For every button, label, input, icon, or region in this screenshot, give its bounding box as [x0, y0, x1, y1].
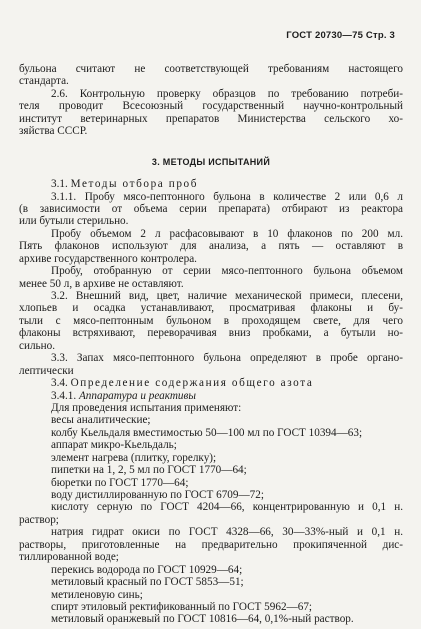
text-line: растворы, приготовленные на предварительно прокипяченной дис- — [19, 538, 403, 551]
text-line: зяйства СССР. — [19, 125, 88, 138]
text-line: метиловый красный по ГОСТ 5853—51; — [51, 576, 244, 589]
text-line: бюретки по ГОСТ 1770—64; — [51, 476, 189, 489]
paragraph — [19, 88, 403, 138]
text-line: кислоту серную по ГОСТ 4204—66, концентрированную и 0,1 н. — [51, 501, 403, 514]
text-line: 3.1.1. Пробу мясо-пептонного бульона в количестве 2 или 0,6 л — [51, 190, 403, 203]
text-line: теля проводит Всесоюзный государственный научно-контрольный — [19, 100, 403, 113]
text-line: тыли с мясо-пептонным бульоном в проходящем свете, для чего — [19, 314, 403, 327]
text-line: бульона считают не соответствующей требованиям настоящего — [19, 63, 403, 75]
text-line: спирт этиловый ректификованный по ГОСТ 5962—67; — [51, 600, 313, 613]
text-line: раствор; — [19, 513, 59, 526]
text-line: весы аналитические; — [51, 414, 151, 427]
section-title: 3. МЕТОДЫ ИСПЫТАНИЙ — [151, 156, 271, 167]
section-gap-bottom — [19, 168, 403, 178]
text-line: элемент нагрева (плитку, горелку); — [51, 451, 217, 464]
text-line: архиве государственного контролера. — [19, 252, 197, 265]
text-line: менее 50 л, в архиве не оставляют. — [19, 277, 184, 290]
section-gap-top — [19, 138, 403, 156]
text-line: метиловый оранжевый по ГОСТ 10816—64, 0,1%-ный раствор. — [51, 613, 354, 626]
text-line: 3.4. Определение содержания общего азота — [51, 377, 314, 390]
text-line: тиллированной воде; — [19, 551, 119, 564]
text-line: колбу Кьельдаля вместимостью 50—100 мл по ГОСТ 10394—63; — [51, 426, 363, 439]
intro-paragraphs — [19, 63, 403, 138]
text-line: Пробу объемом 2 л расфасовывают в 10 флаконов по 200 мл. — [51, 227, 403, 240]
text-line: пипетки на 1, 2, 5 мл по ГОСТ 1770—64; — [51, 464, 247, 477]
text-line: 3.4.1. Аппаратура и реактивы — [51, 389, 196, 402]
text-line: (в зависимости от объема серии препарата) отбирают из реактора — [19, 202, 403, 215]
text-line: 3.3. Запах мясо-пептонного бульона определяют в пробе органо- — [51, 352, 403, 365]
page-header — [286, 30, 395, 41]
text-line: воду дистиллированную по ГОСТ 6709—72; — [51, 489, 264, 501]
section-body — [19, 178, 403, 626]
page-number: Стр. 3 — [365, 30, 395, 41]
text-line: флаконы встряхивают, переворачивая вниз пробками, а бутыли но- — [19, 327, 403, 340]
text-line: лептически — [19, 364, 74, 377]
gost-number: ГОСТ 20730—75 — [286, 30, 364, 41]
text-line: аппарат микро-Кьельдаль; — [51, 439, 177, 452]
text-line: или бутыли стерильно. — [19, 215, 129, 228]
text-line: 3.2. Внешний вид, цвет, наличие механической примеси, плесени, — [51, 290, 403, 302]
text-line: перекись водорода по ГОСТ 10929—64; — [51, 563, 243, 576]
text-line: Для проведения испытания применяют: — [51, 401, 242, 414]
body-text — [19, 63, 403, 626]
text-line: сильно. — [19, 339, 56, 352]
text-line: метиленовую синь; — [51, 588, 143, 601]
text-line: Пробу, отобранную от серии мясо-пептонного бульона объемом — [51, 265, 403, 278]
text-line: стандарта. — [19, 75, 69, 88]
text-line: натрия гидрат окиси по ГОСТ 4328—66, 30—33%-ный и 0,1 н. — [51, 526, 403, 539]
paragraph — [19, 63, 403, 88]
text-line: Пять флаконов используют для анализа, а пять — оставляют в — [19, 240, 403, 253]
text-line: 3.1. Методы отбора проб — [51, 178, 199, 191]
text-line: хлопьев и осадка устанавливают, просматривая флаконы и бу- — [19, 302, 403, 315]
text-line: институт ветеринарных препаратов Министерства сельского хо- — [19, 112, 403, 125]
text-line: 2.6. Контрольную проверку образцов по требованию потреби- — [51, 87, 403, 100]
